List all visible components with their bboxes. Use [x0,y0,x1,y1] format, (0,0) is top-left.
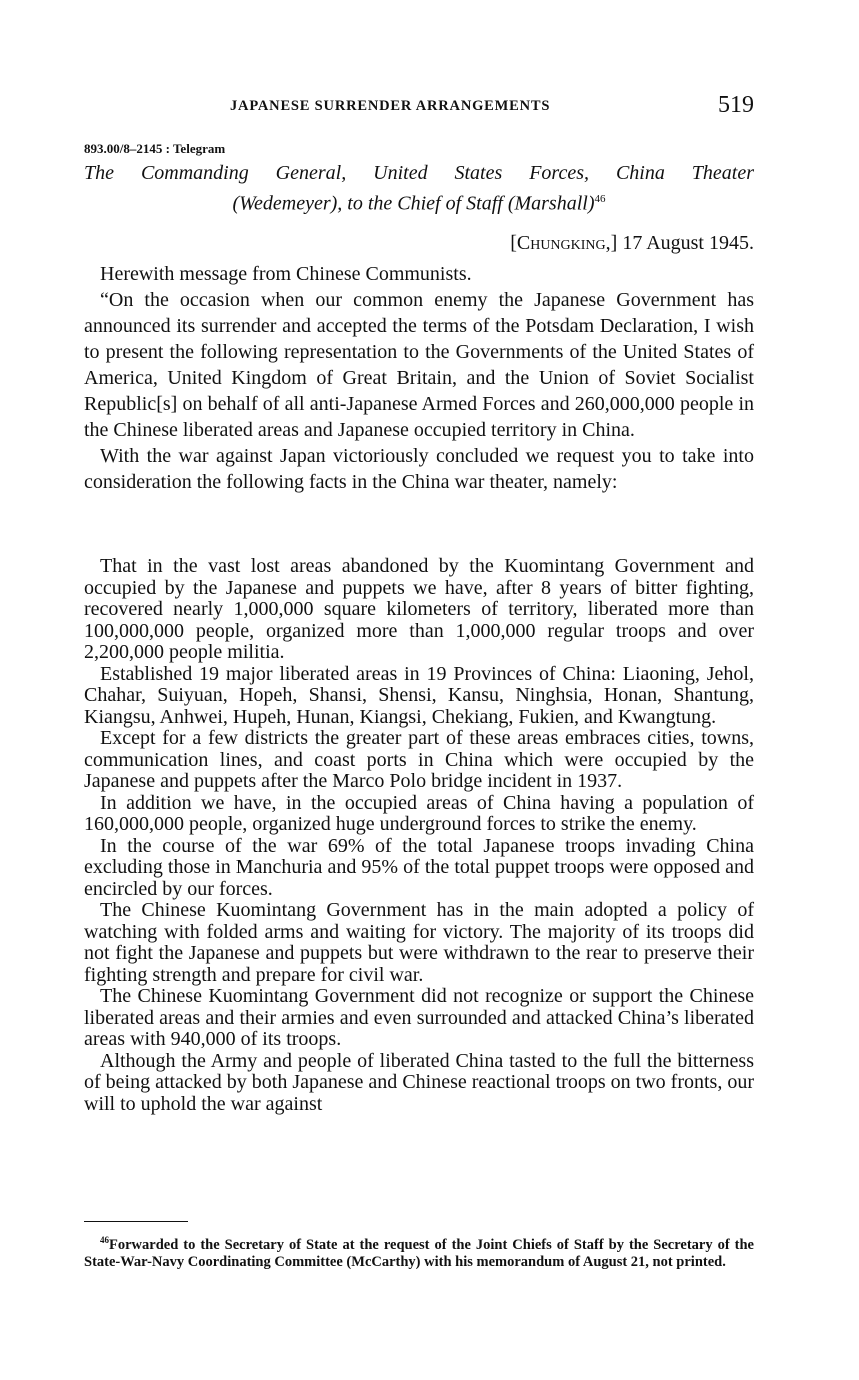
paragraph: “On the occasion when our common enemy the Japanese Government has announced its surrender and accepted the terms of the Potsdam Declaration, I wish to present the following representation to the Governments of the United States of America, United Kingdom of Great Britain, and the Union of Soviet Socialist Republic[s] on behalf of all anti-Japanese Armed Forces and 260,000,000 people in the Chinese liberated areas and Japanese occupied territory in China. [84,289,754,441]
dateline-place: [Chungking,] [510,232,618,254]
paragraph: Established 19 major liberated areas in 19 Provinces of China: Liaoning, Jehol, Chahar, Suiyuan, Hopeh, Shansi, Shensi, Kansu, Ninghsia, Honan, Shantung, Kiangsu, Anhwei, Hupeh, Hunan, Kiangsi, Chekiang, Fukien, and Kwangtung. [84,662,754,728]
paragraph: In the course of the war 69% of the total Japanese troops invading China excluding those in Manchuria and 95% of the total puppet troops were opposed and encircled by our forces. [84,834,754,900]
dateline [510,232,754,255]
document-title [84,160,754,217]
dateline-date: 17 August 1945. [617,232,754,254]
file-reference: 893.00/8–2145 : Telegram [84,141,226,156]
footnote-text: Forwarded to the Secretary of State at the request of the Joint Chiefs of Staff by the Secretary of the State-War-Navy Coordinating Committee (McCarthy) with his memorandum of August 21, not printed. [84,1236,754,1270]
running-title: JAPANESE SURRENDER ARRANGEMENTS [230,98,551,114]
paragraph: The Chinese Kuomintang Government has in the main adopted a policy of watching with folded arms and waiting for victory. The majority of its troops did not fight the Japanese and puppets but were withdrawn to the rear to preserve their fighting strength and prepare for civil war. [84,899,754,986]
paragraph: With the war against Japan victoriously concluded we request you to take into consideration the following facts in the China war theater, namely: [84,445,754,493]
paragraph: Except for a few districts the greater part of these areas embraces cities, towns, communication lines, and coast ports in China which were occupied by the Japanese and puppets after the Marco Polo bridge incident in 1937. [84,727,754,792]
paragraph: In addition we have, in the occupied areas of China having a population of 160,000,000 people, organized huge underground forces to strike the enemy. [84,791,754,835]
paragraph: That in the vast lost areas abandoned by the Kuomintang Government and occupied by the Japanese and puppets we have, after 8 years of bitter fighting, recovered nearly 1,000,000 square kilometers of territory, liberated more than 100,000,000 people, organized more than 1,000,000 regular troops and over 2,200,000 people militia. [84,555,754,663]
message-facts [84,556,754,1115]
paragraph: The Chinese Kuomintang Government did not recognize or support the Chinese liberated areas and their armies and even surrounded and attacked China’s liberated areas with 940,000 of its troops. [84,985,754,1050]
footnote-rule [84,1221,188,1222]
title-line-2-text: (Wedemeyer), to the Chief of Staff (Marshall) [232,192,595,215]
message-intro [84,261,754,495]
footnote-mark: 46 [100,1235,109,1245]
page-number: 519 [718,92,754,118]
paragraph: Herewith message from Chinese Communists. [100,263,472,285]
title-footnote-marker: 46 [594,193,606,205]
footnote [84,1232,754,1271]
paragraph: Although the Army and people of liberated China tasted to the full the bitterness of being attacked by both Japanese and Chinese reactional troops on two fronts, our will to uphold the war against [84,1049,754,1115]
running-header [84,94,754,122]
title-line-2 [84,186,754,217]
title-line-1: The Commanding General, United States Forces, China Theater [84,162,754,184]
